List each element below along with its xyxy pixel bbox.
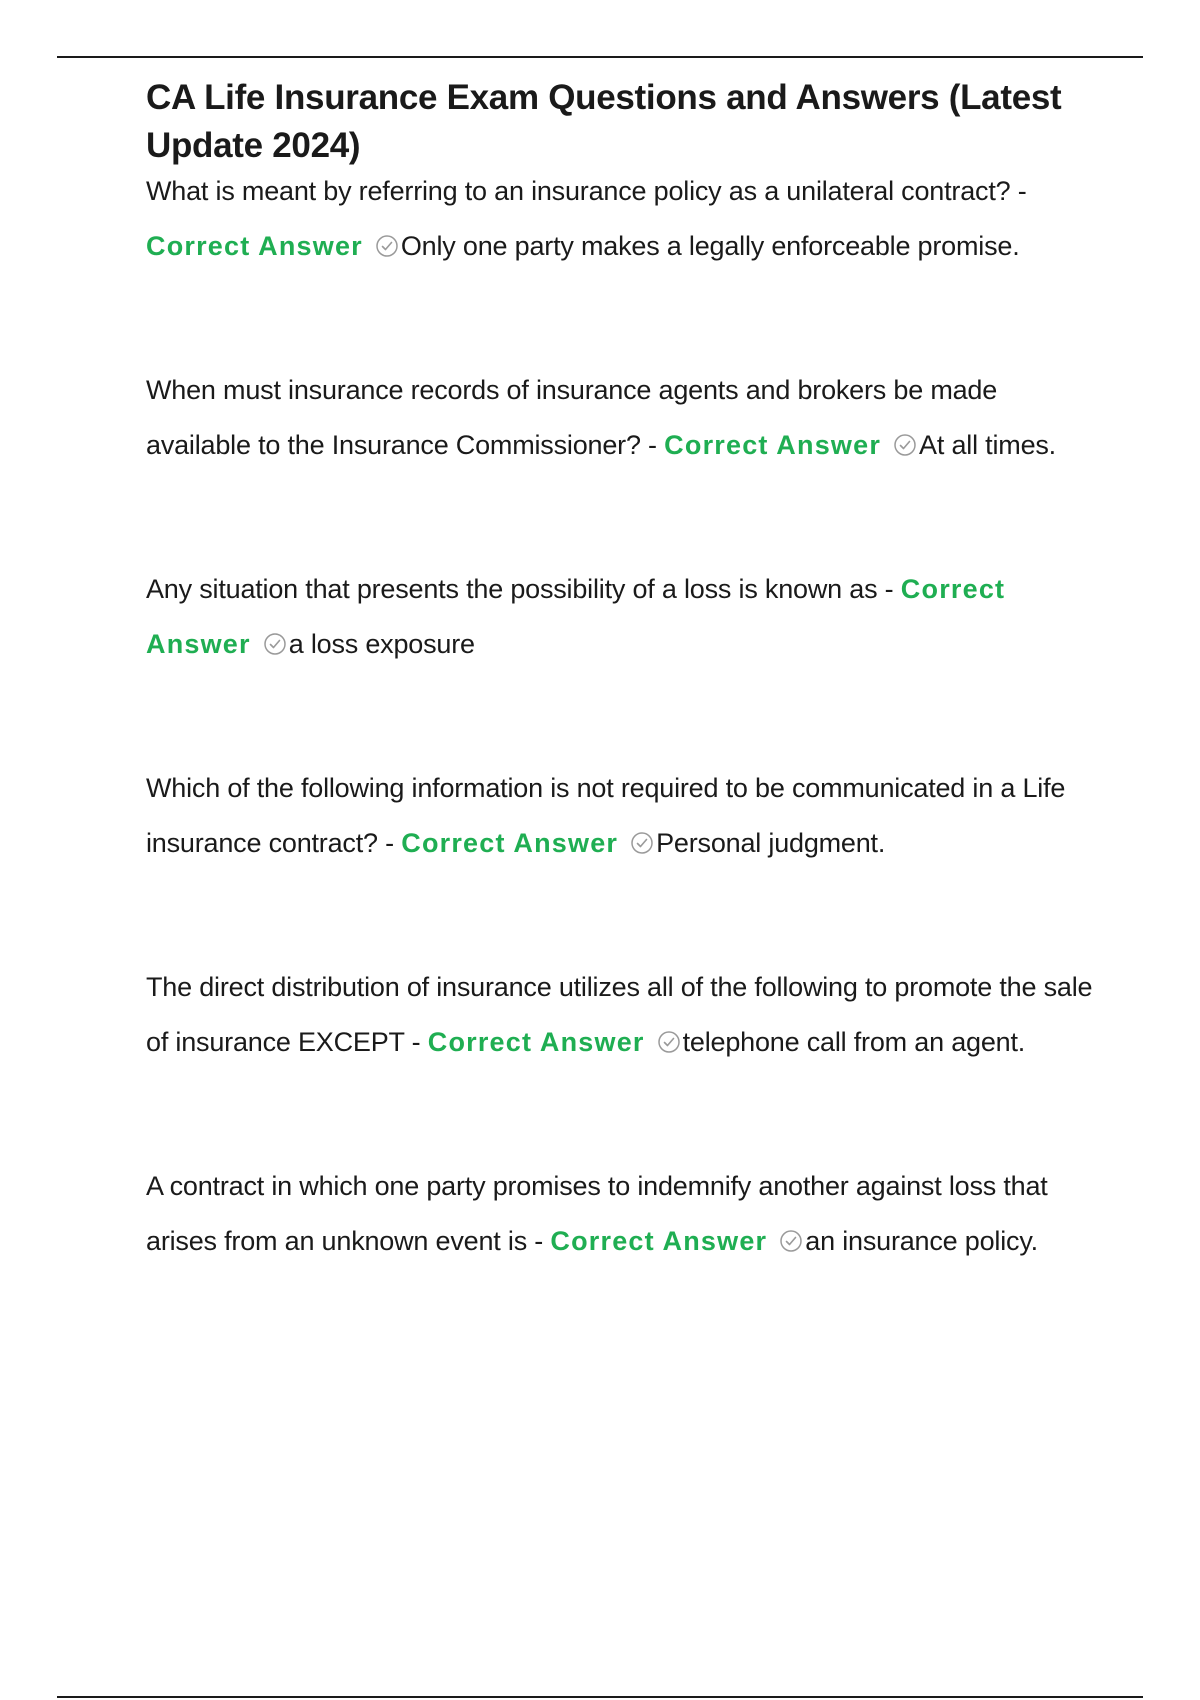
- answer-text: telephone call from an agent.: [682, 1027, 1026, 1057]
- question-text: What is meant by referring to an insurance policy as a unilateral contract? -: [146, 176, 1027, 206]
- answer-text: Only one party makes a legally enforceable promise.: [400, 231, 1020, 261]
- answer-text: an insurance policy.: [805, 1226, 1038, 1256]
- answer-text: Personal judgment.: [656, 828, 886, 858]
- question-text: Which of the following information is not required to be communicated in a Life insurance contract? -: [146, 773, 1066, 858]
- check-circle-icon: [263, 632, 287, 656]
- correct-answer-label: Correct Answer: [146, 574, 1006, 659]
- document-title: CA Life Insurance Exam Questions and Answers (Latest Update 2024): [146, 78, 1062, 165]
- question-text: When must insurance records of insurance agents and brokers be made available to the Insurance Commissioner? -: [146, 375, 998, 460]
- check-circle-icon: [779, 1229, 803, 1253]
- qa-item: [146, 363, 1106, 473]
- correct-answer-label: Correct Answer: [427, 1027, 645, 1057]
- top-rule: [57, 56, 1143, 58]
- check-circle-icon: [630, 831, 654, 855]
- qa-item: [146, 164, 1106, 274]
- check-circle-icon: [893, 433, 917, 457]
- check-circle-icon: [657, 1030, 681, 1054]
- question-text: Any situation that presents the possibility of a loss is known as -: [146, 574, 894, 604]
- correct-answer-label: Correct Answer: [664, 430, 882, 460]
- question-text: The direct distribution of insurance utilizes all of the following to promote the sale of insurance EXCEPT -: [146, 972, 1093, 1057]
- qa-item: [146, 761, 1106, 871]
- document-body: [146, 74, 1106, 1269]
- correct-answer-label: Correct Answer: [550, 1226, 768, 1256]
- correct-answer-label: Correct Answer: [146, 231, 363, 261]
- qa-item: [146, 1159, 1106, 1269]
- bottom-rule: [57, 1696, 1143, 1698]
- qa-item: [146, 562, 1106, 672]
- answer-text: At all times.: [919, 430, 1056, 460]
- correct-answer-label: Correct Answer: [401, 828, 619, 858]
- check-circle-icon: [375, 234, 399, 258]
- answer-text: a loss exposure: [288, 629, 475, 659]
- qa-item: [146, 960, 1106, 1070]
- question-text: A contract in which one party promises to indemnify another against loss that arises from an unknown event is -: [146, 1171, 1048, 1256]
